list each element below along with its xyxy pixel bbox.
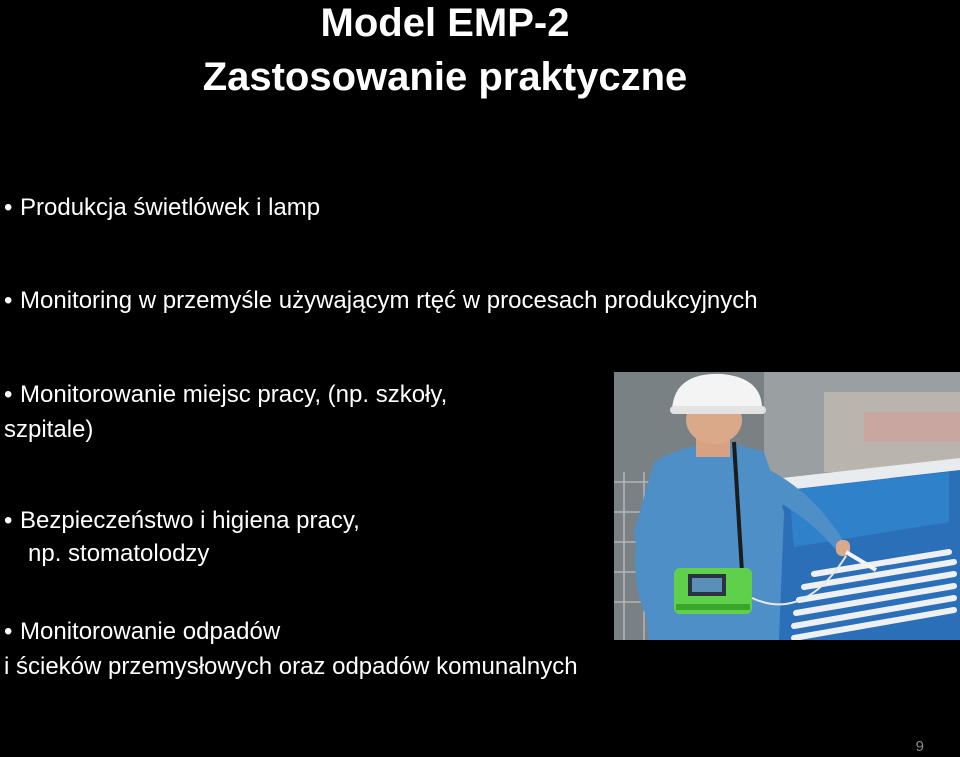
worker-photo	[614, 372, 960, 640]
bullet-dot-icon: •	[4, 618, 13, 645]
bullet-item-3	[4, 378, 447, 411]
slide-title-line-1: Model EMP-2	[320, 1, 570, 45]
bullet-text: Monitoring w przemyśle używającym rtęć w procesach produkcyjnych	[20, 287, 758, 314]
slide-title-line-2: Zastosowanie praktyczne	[202, 55, 688, 99]
bullet-continuation-4: np. stomatolodzy	[28, 540, 210, 567]
bullet-continuation-5: i ścieków przemysłowych oraz odpadów komunalnych	[4, 653, 578, 680]
bullet-dot-icon: •	[4, 194, 13, 221]
bullet-dot-icon: •	[4, 507, 13, 534]
bullet-item-4	[4, 504, 360, 537]
bullet-continuation-3: szpitale)	[4, 416, 94, 443]
bullet-text: Produkcja świetlówek i lamp	[20, 194, 321, 221]
bullet-text: Bezpieczeństwo i higiena pracy,	[20, 507, 360, 534]
page-number: 9	[915, 738, 924, 755]
bullet-dot-icon: •	[4, 381, 13, 408]
bullet-dot-icon: •	[4, 287, 13, 314]
worker-with-mercury-analyzer-photo	[614, 372, 960, 640]
bullet-text: Monitorowanie miejsc pracy, (np. szkoły,	[20, 381, 448, 408]
bullet-item-2	[4, 284, 758, 317]
bullet-text: Monitorowanie odpadów	[20, 618, 281, 645]
bullet-item-5	[4, 615, 280, 648]
bullet-item-1	[4, 191, 320, 224]
